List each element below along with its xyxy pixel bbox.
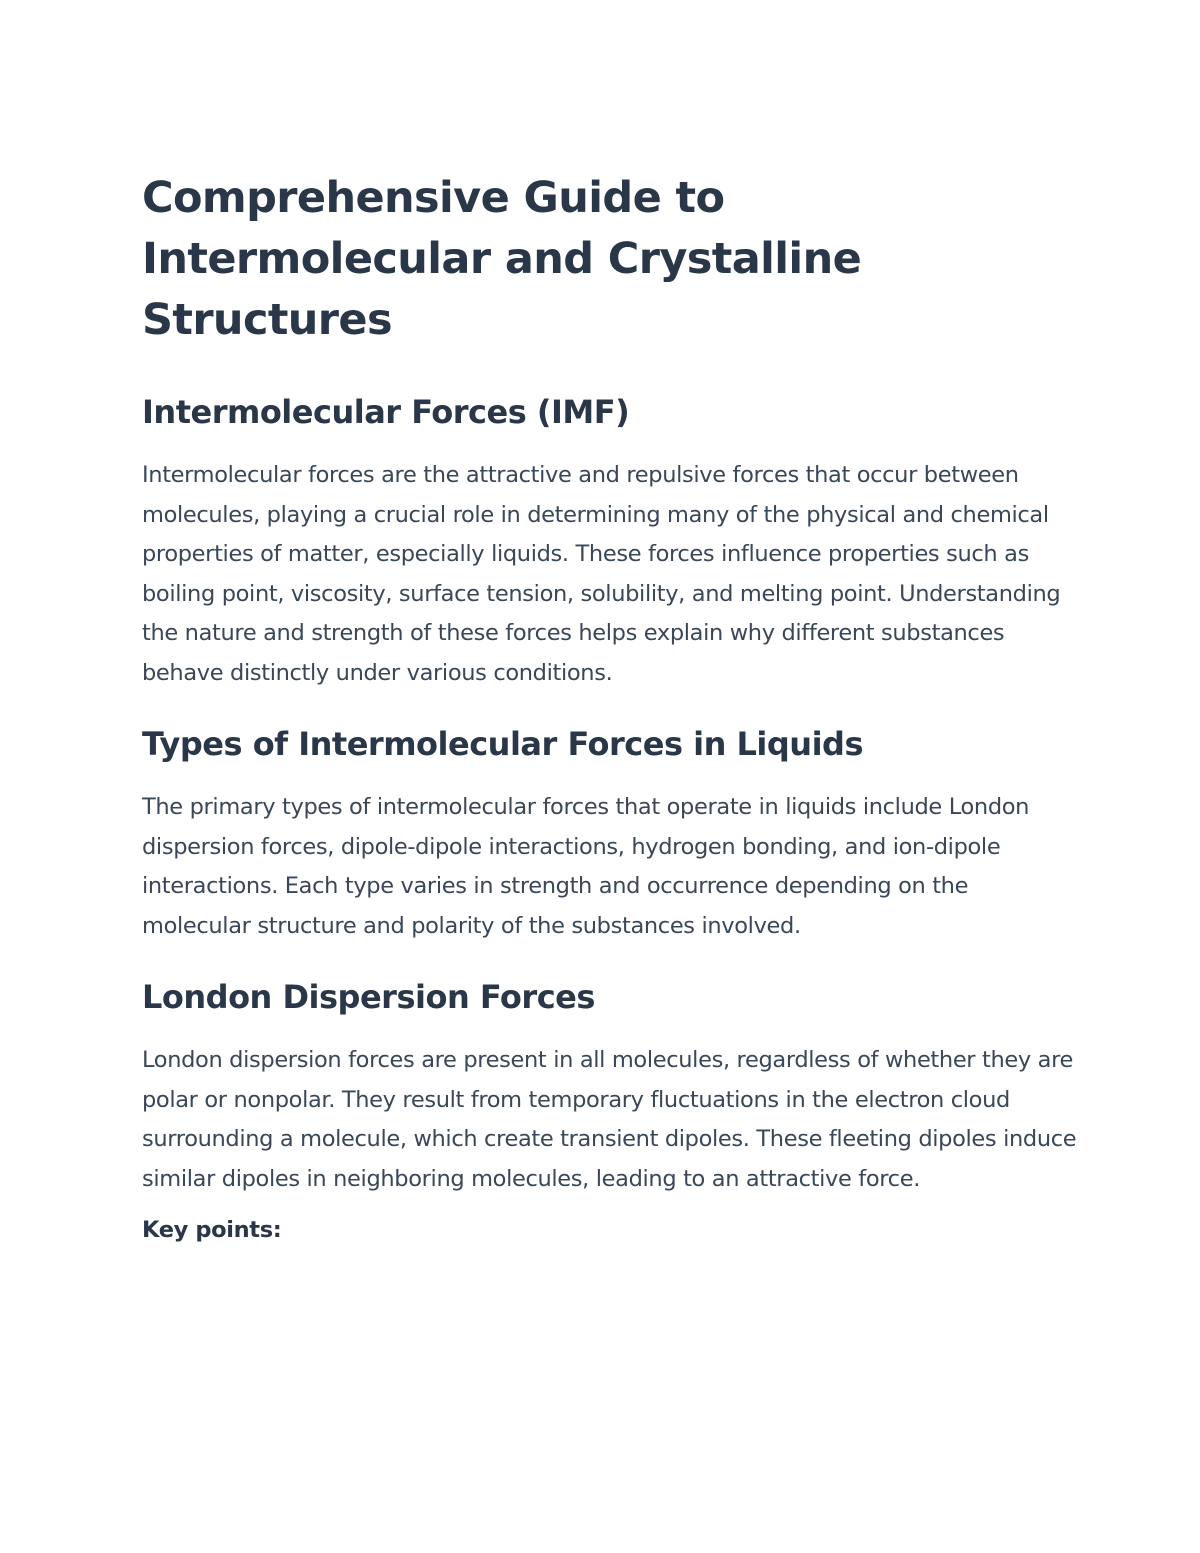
section-heading-imf: Intermolecular Forces (IMF) [142,393,630,431]
key-points-label: Key points: [142,1217,282,1243]
document-title: Comprehensive Guide to Intermolecular and Crystalline Structures [142,173,862,345]
section-heading-types: Types of Intermolecular Forces in Liquids [142,725,863,763]
section-heading-london-dispersion: London Dispersion Forces [142,978,595,1016]
section-body-london-dispersion: London dispersion forces are present in all molecules, regardless of whether they are polar or nonpolar. They result from temporary fluctuations in the electron cloud surrounding a molecule, which create transient dipoles. These fleeting dipoles induce similar dipoles in neighboring molecules, leading to an attractive force. [142,1047,1077,1192]
section-body-types: The primary types of intermolecular forces that operate in liquids include London dispersion forces, dipole-dipole interactions, hydrogen bonding, and ion-dipole interactions. Each type varies in strength and occurrence depending on the molecular structure and polarity of the substances involved. [142,794,1030,939]
document-page [142,168,1077,1251]
section-body-imf: Intermolecular forces are the attractive and repulsive forces that occur between molecules, playing a crucial role in determining many of the physical and chemical properties of matter, especially liquids. These forces influence properties such as boiling point, viscosity, surface tension, solubility, and melting point. Understanding the nature and strength of these forces helps explain why different substances behave distinctly under various conditions. [142,462,1061,686]
